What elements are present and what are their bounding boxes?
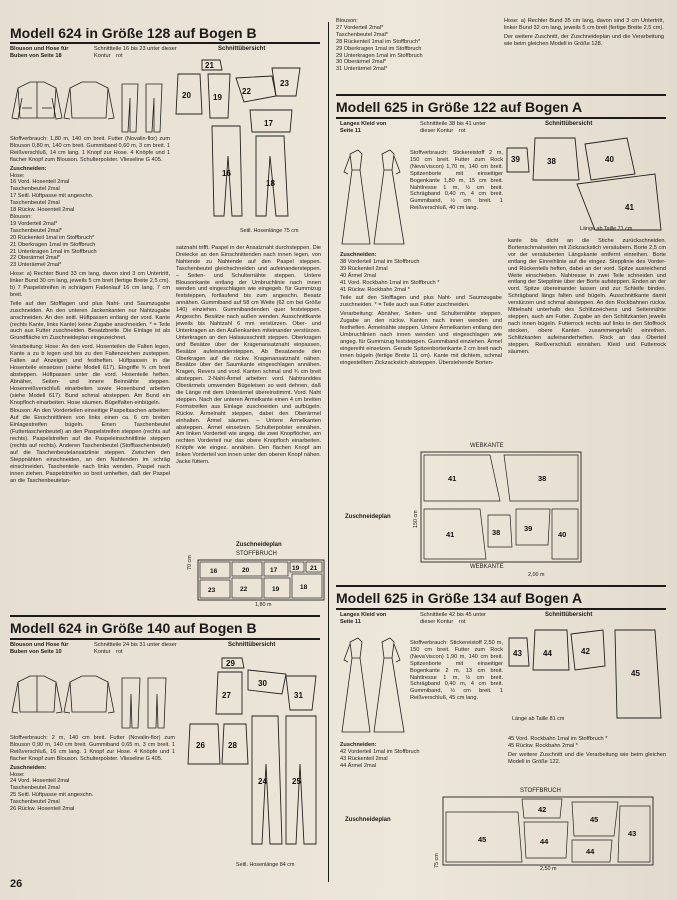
- svg-text:22: 22: [240, 586, 248, 593]
- length-note: Länge ab Taille 81 cm: [512, 716, 565, 722]
- overview-label: Schnittübersicht: [545, 121, 593, 127]
- plan-height: 150 cm: [413, 510, 419, 528]
- cutting-plan: [442, 796, 654, 866]
- list-item: 16 Vord. Hosenteil 2mal: [10, 179, 70, 186]
- svg-text:39: 39: [524, 524, 533, 533]
- svg-text:27: 27: [222, 691, 231, 700]
- pattern-overview: [172, 56, 322, 246]
- divider: [10, 42, 320, 44]
- heading-624-140: Modell 624 in Größe 140 auf Bogen B: [10, 620, 257, 636]
- list-item: 24 Vord. Hosenteil 2mal: [10, 778, 70, 785]
- text-column-left: [10, 735, 175, 815]
- svg-text:38: 38: [547, 157, 556, 166]
- svg-text:39: 39: [511, 155, 520, 164]
- svg-text:43: 43: [628, 829, 637, 838]
- list-item: 44 Ärmel 2mal: [340, 762, 377, 769]
- zuschneiden-block: [340, 742, 500, 772]
- heading-625-122: Modell 625 in Größe 122 auf Bogen A: [336, 99, 583, 115]
- list-item: 26 Rückw. Hosenteil 2mal: [10, 806, 75, 813]
- text-column-right: [508, 238, 666, 357]
- svg-text:44: 44: [586, 847, 595, 856]
- fold-label: STOFFBRUCH: [520, 788, 561, 794]
- list-item: 18 Rückw. Hosenteil 2mal: [10, 207, 75, 214]
- continuation-list: [336, 18, 496, 75]
- svg-text:25: 25: [292, 777, 301, 786]
- list-item: 19 Vorderteil 2mal*: [10, 220, 58, 227]
- svg-text:45: 45: [631, 669, 640, 678]
- pattern-overview: [505, 626, 665, 722]
- svg-text:41: 41: [446, 530, 455, 539]
- hose-note: Hose: a) Rechter Bund 33 cm lang, davon sind 3 cm Untertritt, linker Bund 30 cm lang, jeweils 5 cm breit (fertige Breite 2,5 cm). b) 7 Paspelstreifen in schrägem Fadenlauf 16 cm lang, 7 cm breit.: [10, 271, 170, 298]
- weiteres-note: Der weitere Zuschnitt und die Verarbeitung wie beim gleichen Modell in Größe 122.: [508, 751, 666, 765]
- list-item: 17 Seitl. Hüftpasse mit angeschn.: [10, 193, 94, 200]
- list-item: 39 Rückenteil 2mal: [340, 265, 388, 272]
- kontur-mark: rot: [116, 52, 123, 59]
- column-divider: [328, 22, 329, 882]
- svg-text:43: 43: [513, 649, 522, 658]
- divider: [10, 615, 320, 617]
- pattern-parts-note: Schnittteile 24 bis 31 unter dieser Kontur rot: [94, 642, 177, 655]
- svg-text:44: 44: [540, 837, 549, 846]
- page-number: 26: [10, 878, 23, 890]
- zuschneiden-list: [340, 259, 502, 294]
- list-item: 21 Unterkragen 1mal im Stoffbruch: [10, 248, 97, 255]
- text-column-left: [10, 136, 170, 486]
- svg-text:21: 21: [205, 61, 214, 70]
- overview-label: Schnittübersicht: [545, 612, 593, 618]
- weiteres-note: Der weitere Zuschnitt, der Zuschneideplan und die Verarbeitung wie beim gleichen Modell in Größe 128.: [504, 33, 664, 47]
- plan-label: Zuschneideplan: [345, 514, 391, 520]
- overview-label: Schnittübersicht: [228, 642, 276, 648]
- svg-text:24: 24: [258, 777, 267, 786]
- stoffverbrauch-text: Stoffverbrauch: 1,80 m, 140 cm breit. Futter (Novalin-flor) zum Blouson 0,80 m, 140 cm breit. Gummiband 0,60 m, 3 cm breit. 1 Reißverschluß, 14 cm lang. 1 Knopf zur Hose. 4 Knöpfe und 1 flacher Knopf zum Blouson. Schulterpolster. Vlieseline G 405.: [10, 136, 170, 163]
- heading-625-134: Modell 625 in Größe 134 auf Bogen A: [336, 590, 583, 606]
- zuschneiden-list: [340, 749, 500, 770]
- svg-text:22: 22: [242, 87, 251, 96]
- verarbeitung-cont: kante bis dicht an die Stiche zurückschneiden. Bortenschmalseiten mit Zickzackstich versäubern. Borte 2,5 cm vor der versäuberten Längskante entfernt einreihen. Borte entlang der Einreihlinie auf die eingez. Stepplinie des Vorder- und Rückenteils heften, dabei an der vord. Spitze ausreichend Weite einschieben. Nahtresse in zwei Teile schneiden und entlang der Stepplinie über der Borte aufsteppen. Enden an der vord. Spitze übereinander lassen und zur Schleife binden. Schrägband längs falten und bügeln. Ausschnittkante damit verstürzen und schmal absteppen. An den Rockbahnen rückw. Mittelnaht unterhalb des Schlitzzeichens und Seitennähte steppen, auch am Futter. Zugabe an den Schlitzkanten jeweils nach innen bügeln. Futterrock rechts auf links in den Stoffrock stecken, obere Kanten zusammengefaßt einreihen. Schlitzkanten aufeinanderheften. Rock an das Oberteil steppen. Reißverschluß einnähen. Kleid und Futterrock säumen.: [508, 238, 666, 355]
- list-item: 29 Unterkragen 1mal im Stoffbruch: [336, 52, 423, 59]
- svg-text:20: 20: [182, 91, 191, 100]
- svg-text:18: 18: [266, 179, 275, 188]
- subject-label: Langes Kleid von Seite 11: [340, 612, 387, 625]
- list-item: 28 Rückenteil 1mal im Stoffbruch*: [336, 38, 421, 45]
- list-item: 25 Seitl. Hüftpasse mit angeschn.: [10, 792, 94, 799]
- zuschneiden-right: [508, 736, 666, 768]
- svg-text:45: 45: [478, 835, 487, 844]
- kontur-mark: rot: [116, 648, 123, 655]
- pattern-parts-note: Schnittteile 42 bis 45 unter dieser Kontur rot: [420, 612, 486, 625]
- verarbeitung-text: Verarbeitung: Abnäher, Seiten- und Schulternähte steppen. Zugabe an den rückw. Kanten nach innen wenden und festheften. Ärmelnähte steppen. Untere Ärmelkanten entlang den Umbruchlinien nach innen wenden und eingeschlagen wie angeg. für Gummizug feststeppen. Gummiband einziehen. Ärmel eingereiht einsetzen. Gerade Spitzenbortenkante 2 cm breit nach innen bügeln (fertige Breite 11 cm). Kante mit dichtem, schmal eingestelltem Zickzackstich absteppen. Überstehende Borten-: [340, 311, 502, 366]
- list-item: Hose:: [10, 771, 25, 778]
- svg-text:16: 16: [222, 169, 231, 178]
- svg-text:18: 18: [300, 584, 308, 591]
- stoffverbrauch-text: Stoffverbrauch: 2 m, 140 cm breit. Futter (Novalin-flor) zum Blouson 0,90 m, 140 cm breit. Gummiband 0,65 m, 3 cm breit. 1 Reißverschluß, 16 cm lang. 1 Knopf zur Hose. 4 Knöpfe und 1 flacher Knopf zum Blouson. Schulterpolster. Vlieseline G 405.: [10, 735, 175, 762]
- svg-text:40: 40: [605, 155, 614, 164]
- svg-text:17: 17: [264, 119, 273, 128]
- svg-text:44: 44: [543, 649, 552, 658]
- blouson-text: Blouson: An den Vorderteilen einseitige Paspeltaschen arbeiten: Auf die Einschnittlinien von links einen ca. 6 cm breiten Einlagestreifen bügeln. Einen Taschenbeutel (Futtertaschenbeutel) an den Paspelstreifen steppen (rechts auf rechts). Paspelstreifen auf die Paspeleinschnittlinie steppen (rechts auf rechts). Anderen Taschenbeutel (Stofftaschenbeutel) auf die Taschenbeutelansatzlinie steppen. Zwischen den Steppnähten einschneiden, an den Nahtenden im schräg einschneiden. Taschenteile nach links wenden, Paspel nach innen ziehen. Paspelstreifen so breit umheften, daß der Paspel an die Taschenbeutelan-: [10, 408, 170, 484]
- svg-text:38: 38: [538, 474, 547, 483]
- pattern-parts-note: Schnittteile 38 bis 41 unter dieser Kontur rot: [420, 121, 486, 134]
- cutting-plan: [196, 558, 326, 602]
- teile-note: Teile auf den Stofflagen und plus Naht- und Saumzugabe zuschneiden. An den unteren Jackenkanten nur Nahtzugabe anschneiden. An den seitl. Hüftpassen entlang der vord. Kante (rechts Kante, links Kante) keine Zugabe anschneiden. * = Teile auch aus Futter zuschneiden. Besatzbreite. Die Einlage ist als Grundfläche im Zuschneideplan eingezeichnet.: [10, 300, 170, 342]
- svg-text:26: 26: [196, 741, 205, 750]
- list-item: 23 Unterärmel 2mal*: [10, 262, 62, 269]
- pattern-parts-note: Schnittteile 16 bis 23 unter dieser Kontur rot: [94, 46, 177, 59]
- divider: [336, 117, 666, 119]
- stoffverbrauch-text: Stoffverbrauch: Stickereistoff 2,50 m, 150 cm breit. Futter zum Rock (Neva'viscon) 1,90 m, 140 cm breit. Spitzenborte mit einseitiger Bogenkante 2 m, 13 cm breit. Nahtlresse 1 m, ½ cm breit. Schrägband 0,40 m, 4 cm breit. Gummiband, ½ cm breit. 1 Reißverschluß, 45 cm lang.: [410, 640, 503, 702]
- plan-bottom-label: WEBKANTE: [470, 564, 504, 570]
- svg-text:20: 20: [242, 567, 250, 574]
- svg-text:23: 23: [280, 79, 289, 88]
- svg-text:29: 29: [226, 659, 235, 668]
- text-column-middle: [340, 252, 502, 369]
- list-item: 38 Vorderteil 1mal im Stoffbruch: [340, 258, 420, 265]
- garment-sketch: [10, 78, 170, 134]
- svg-text:30: 30: [258, 679, 267, 688]
- list-item: 41 Rückw. Rockbahn 2mal *: [340, 286, 410, 293]
- dress-sketch: [338, 148, 408, 248]
- kontur-mark: rot: [458, 618, 466, 625]
- list-item: 45 Rückw. Rockbahn 2mal *: [508, 742, 578, 749]
- plan-top-label: WEBKANTE: [470, 443, 504, 449]
- list-item: 20 Rückenteil 1mal im Stoffbruch*: [10, 234, 95, 241]
- pattern-overview: [182, 654, 327, 859]
- list-item: Hose:: [10, 172, 25, 179]
- list-item: 31 Unterärmel 2mal*: [336, 66, 388, 73]
- svg-text:41: 41: [448, 474, 457, 483]
- list-item: 45 Vord. Rockbahn 1mal im Stoffbruch *: [508, 736, 608, 742]
- zuschneiden-heading: Zuschneiden:: [340, 742, 377, 748]
- svg-text:19: 19: [272, 586, 280, 593]
- subject-label: Blouson und Hose für Buben von Seite 18: [10, 46, 69, 59]
- stoffverbrauch-box: [410, 640, 503, 704]
- svg-text:23: 23: [208, 587, 216, 594]
- plan-height: 75 cm: [434, 853, 440, 868]
- svg-text:17: 17: [270, 567, 278, 574]
- zuschneiden-list: [10, 173, 170, 270]
- svg-text:16: 16: [210, 568, 218, 575]
- list-item: 27 Vorderteil 2mal*: [336, 24, 384, 31]
- subject-label: Blouson und Hose für Buben von Seite 10: [10, 642, 69, 655]
- stoffverbrauch-box: [410, 150, 503, 214]
- list-item: 29 Oberkragen 1mal im Stoffbruch: [336, 45, 422, 52]
- list-item: Taschenbeutel 2mal*: [336, 31, 388, 38]
- zuschneiden-heading: Zuschneiden:: [10, 764, 47, 771]
- list-item: 40 Ärmel 2mal: [340, 272, 377, 279]
- list-item: 21 Oberkragen 1mal im Stoffbruch: [10, 241, 96, 248]
- plan-width: 2,00 m: [528, 572, 545, 578]
- divider: [336, 94, 666, 96]
- kontur-mark: rot: [458, 127, 466, 134]
- plan-height: 70 cm: [187, 555, 193, 570]
- list-item: 42 Vorderteil 1mal im Stoffbruch: [340, 748, 420, 755]
- svg-text:42: 42: [538, 805, 547, 814]
- list-item: Taschenbeutel 2mal: [10, 785, 60, 792]
- plan-label: Zuschneideplan: [345, 817, 391, 823]
- zuschneiden-list: [10, 772, 175, 813]
- list-item: Taschenbeutel 2mal*: [10, 227, 62, 234]
- heading-624-128: Modell 624 in Größe 128 auf Bogen B: [10, 25, 257, 41]
- list-item: Blouson:: [336, 18, 358, 24]
- svg-text:41: 41: [625, 203, 634, 212]
- stoffverbrauch-text: Stoffverbrauch: Stickereistoff 2 m, 150 cm breit. Futter zum Rock (Neva'viscon) 1,70 m, 140 cm breit. Spitzenborte mit einseitiger Bogenkante 1,80 m, 15 cm breit. Nahtlresse 1 m, ½ cm breit. Schrägband 0,40 m, 4 cm breit. Gummiband, ½ cm breit. 1 Reißverschluß, 40 cm lang.: [410, 150, 503, 212]
- svg-text:42: 42: [581, 647, 590, 656]
- subject-label: Langes Kleid von Seite 11: [340, 121, 387, 134]
- verarbeitung-text: Verarbeitung: Hose: An den vord. Hosenteilen die Falten legen, Kante a zu b legen und bis zu den Faltenzeichen zusteppen. Falten auf Anzeigen und festheften. Hüftpassen in die Hosenteile einsetzen (siehe Modell 617). Eingriffe ¾ cm breit absteppen. Hüftpassen unter die vord. Hosenteile heften. Abnäher, Seiten- und innere Beinnähte steppen. Hosenreißverschluß einarbeiten sowie Hosenbund arbeiten (siehe Modell 617). Bund schmal absteppen. Am Bund ein Knopfloch einarbeiten. Hose säumen. Bügelfalten einbügeln.: [10, 344, 170, 406]
- list-item: 30 Oberärmel 2mal*: [336, 59, 387, 66]
- svg-text:40: 40: [558, 530, 567, 539]
- pattern-overview: [505, 134, 665, 234]
- list-item: 41 Vord. Rockbahn 1mal im Stoffbruch *: [340, 279, 440, 286]
- list-item: Taschenbeutel 2mal: [10, 799, 60, 806]
- svg-text:21: 21: [310, 565, 318, 572]
- fold-label: STOFFBRUCH: [236, 551, 277, 557]
- teile-note: Teile auf den Stofflagen und plus Naht- und Saumzugabe zuschneiden. * = Teile auch aus Futter zuschneiden.: [340, 295, 502, 309]
- garment-sketch: [10, 672, 175, 730]
- svg-text:45: 45: [590, 815, 599, 824]
- svg-text:38: 38: [492, 528, 501, 537]
- list-item: Taschenbeutel 2mal: [10, 186, 60, 193]
- divider: [10, 638, 320, 640]
- text-column-middle: [176, 245, 321, 468]
- divider: [336, 608, 666, 610]
- list-item: Blouson:: [10, 213, 32, 220]
- svg-text:28: 28: [228, 741, 237, 750]
- svg-text:19: 19: [292, 565, 300, 572]
- verarbeitung-cont: satznaht trifft. Paspel in der Ansatznaht durchsteppen. Die Dreiecke an den Einschnittenden nach innen legen, von Nahtende zu Nahtende auf den Paspel steppen. Taschenbeutel gleichschneiden und aufeinandersteppen. – Seiten- und Schulternähte steppen. Untere Blousonkante entlang der Umbruchlinie nach innen wenden und eingeschlagen wie eingegeb. für Gummizug feststeppen, fortlaufend bis zum angeschn. Besatz annähen. Gummiband auf 58 cm Weite (62 cm bei Größe 140) einziehen. Gummibandenden quer feststeppen. Angeschn. Besätze nach außen wenden. Ausschnittkante jeweils bis Nahtzahl 6 mm verstürzen. Ober- und Unterkragen an den Außenkanten miteinander verstürzen. Unterkragen an den Halsausschnitt steppen. Oberkragen und Besätze über der Kragenansatznaht einpassen, Besätze aufeinandersteppen. Ab Besatzende den Oberkragen auf die rückw. Kragenansatznaht nähen. Besätze über der Saumkante eingeschlagen annähen. Kragen, Revers und vord. Kanten schmal und ¾ cm breit absteppen. 2-Naht-Ärmel arbeiten: vord. Nahtranddes Oberärmels umwenden Bügeleisen so weit dehnen, daß die Länge mit dem Unterärmel übereinstimmt. Vord. Naht steppen. Nach der unteren Ärmelkante einen 4 cm breiten Formstreifen aus Einlage zuschneiden und aufbügeln. Rückw. Ärmelnaht steppen, dabei den Oberärmel einhalten. Ärmel säumen. – Untere Ärmelkanten absteppen. Ärmel einsetzen. Schulterpolster einnähen. Am linken Vorderteil wie angeg. die zwei Knopflöcher, am rechten Vorderteil nur das obere Knopfloch einarbeiten. Knöpfe wie eingez. annähen. Den flachen Knopf am linken Vorderteil von innen unter den oberen Knopf nähen. Jacke füttern.: [176, 245, 321, 466]
- hose-note: Hose: a) Rechter Bund 35 cm lang, davon sind 3 cm Untertritt, linker Bund 32 cm lang, jeweils 5 cm breit (fertige Breite 2,5 cm).: [504, 18, 664, 31]
- plan-width: 1,80 m: [255, 602, 272, 608]
- length-note: Seitl. Hosenlänge 75 cm: [240, 228, 299, 234]
- svg-text:19: 19: [213, 93, 222, 102]
- list-item: 22 Oberärmel 2mal*: [10, 255, 61, 262]
- list-item: Taschenbeutel 2mal: [10, 200, 60, 207]
- dress-sketch: [338, 636, 408, 736]
- plan-label: Zuschneideplan: [236, 542, 282, 548]
- list-item: 43 Rückenteil 2mal: [340, 755, 388, 762]
- divider: [336, 585, 666, 587]
- svg-text:31: 31: [294, 691, 303, 700]
- overview-label: Schnittübersicht: [218, 46, 266, 52]
- length-note: Seitl. Hosenlänge 84 cm: [236, 862, 295, 868]
- cutting-plan: [420, 451, 582, 563]
- zuschneiden-heading: Zuschneiden:: [10, 165, 47, 172]
- length-note: Länge ab Taille 71 cm: [580, 226, 633, 232]
- plan-width: 2,50 m: [540, 866, 557, 872]
- continuation-notes: [504, 18, 664, 50]
- zuschneiden-heading: Zuschneiden:: [340, 252, 377, 258]
